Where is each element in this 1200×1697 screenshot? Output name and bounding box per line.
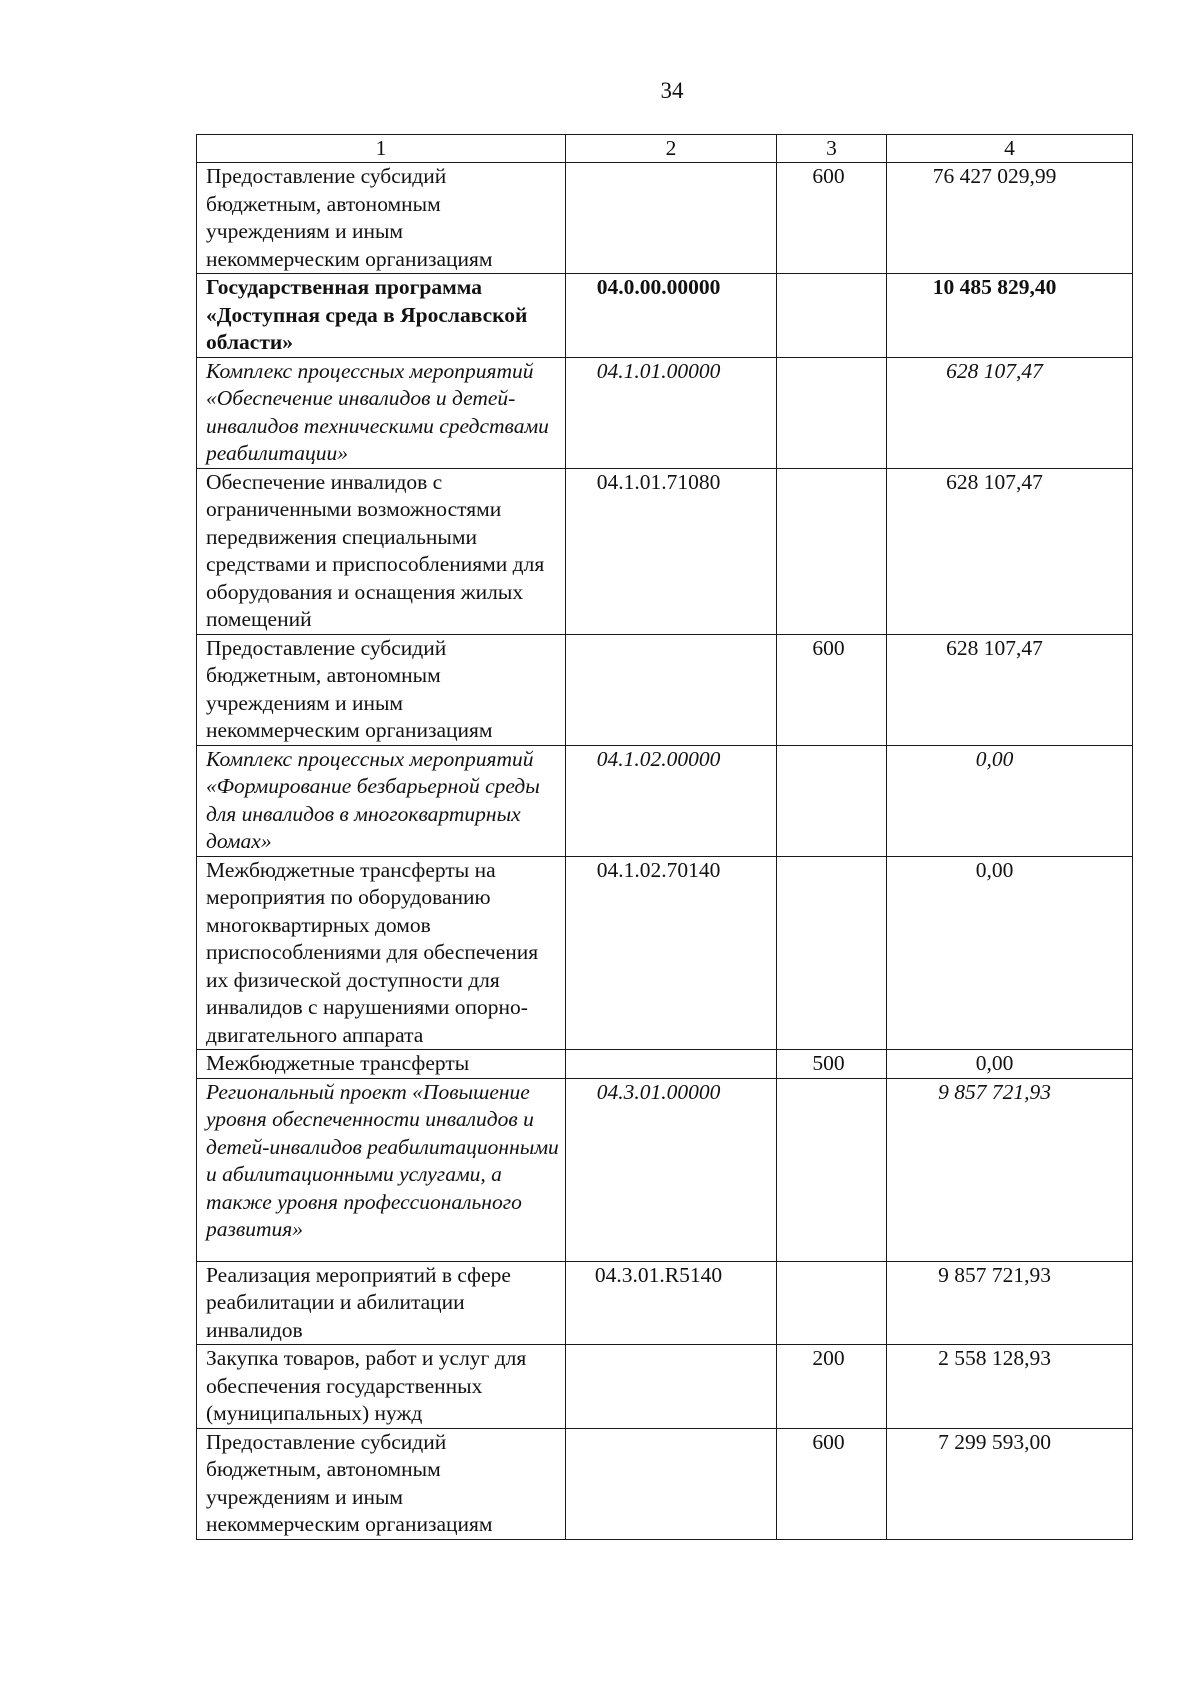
row-code-cell [566, 1050, 777, 1079]
row-code-cell [566, 1428, 777, 1539]
table-row [197, 163, 1133, 274]
table-row [197, 856, 1133, 1050]
row-name-cell: Государственная программа «Доступная среда в Ярославской области» [197, 274, 566, 358]
row-type-cell [777, 1078, 887, 1261]
row-name-cell: Обеспечение инвалидов с ограниченными возможностями передвижения специальными средствами и приспособлениями для оборудования и оснащения жилых помещений [197, 468, 566, 634]
page-number: 34 [660, 78, 684, 103]
row-name-cell: Предоставление субсидий бюджетным, автономным учреждениям и иным некоммерческим организациям [197, 634, 566, 745]
row-sum-cell: 7 299 593,00 [887, 1428, 1133, 1539]
row-sum-cell: 10 485 829,40 [887, 274, 1133, 358]
row-type-cell: 600 [777, 634, 887, 745]
row-name-cell: Предоставление субсидий бюджетным, автономным учреждениям и иным некоммерческим организациям [197, 163, 566, 274]
table-row [197, 1078, 1133, 1261]
row-name-cell: Региональный проект «Повышение уровня обеспеченности инвалидов и детей-инвалидов реабилитационными и абилитационными услугами, а также уровня профессионального развития» [197, 1078, 566, 1261]
header-cell-2: 2 [566, 135, 777, 163]
row-sum-cell: 9 857 721,93 [887, 1261, 1133, 1345]
row-code-cell: 04.1.01.71080 [566, 468, 777, 634]
row-type-cell: 200 [777, 1345, 887, 1429]
row-type-cell [777, 856, 887, 1050]
budget-table [196, 134, 1133, 1540]
row-name-cell: Межбюджетные трансферты на мероприятия по оборудованию многоквартирных домов приспособлениями для обеспечения их физической доступности для инвалидов с нарушениями опорно-двигательного аппарата [197, 856, 566, 1050]
row-name-cell: Комплекс процессных мероприятий «Формирование безбарьерной среды для инвалидов в многоквартирных домах» [197, 745, 566, 856]
row-code-cell [566, 634, 777, 745]
row-sum-cell: 628 107,47 [887, 357, 1133, 468]
row-type-cell [777, 274, 887, 358]
row-type-cell [777, 1261, 887, 1345]
row-sum-cell: 0,00 [887, 745, 1133, 856]
row-name-cell: Реализация мероприятий в сфере реабилитации и абилитации инвалидов [197, 1261, 566, 1345]
row-type-cell: 600 [777, 1428, 887, 1539]
table-header-row [197, 135, 1133, 163]
row-code-cell: 04.3.01.R5140 [566, 1261, 777, 1345]
row-code-cell: 04.1.01.00000 [566, 357, 777, 468]
header-cell-3: 3 [777, 135, 887, 163]
row-name-cell: Комплекс процессных мероприятий «Обеспечение инвалидов и детей-инвалидов техническими средствами реабилитации» [197, 357, 566, 468]
row-code-cell [566, 163, 777, 274]
row-type-cell [777, 745, 887, 856]
row-sum-cell: 0,00 [887, 1050, 1133, 1079]
row-code-cell: 04.0.00.00000 [566, 274, 777, 358]
table-body [197, 135, 1133, 1540]
row-code-cell [566, 1345, 777, 1429]
row-name-cell: Предоставление субсидий бюджетным, автономным учреждениям и иным некоммерческим организациям [197, 1428, 566, 1539]
table-row [197, 1050, 1133, 1079]
row-sum-cell: 0,00 [887, 856, 1133, 1050]
row-code-cell: 04.1.02.00000 [566, 745, 777, 856]
row-code-cell: 04.3.01.00000 [566, 1078, 777, 1261]
header-cell-1: 1 [197, 135, 566, 163]
row-name-cell: Закупка товаров, работ и услуг для обеспечения государственных (муниципальных) нужд [197, 1345, 566, 1429]
table-row [197, 274, 1133, 358]
row-type-cell: 600 [777, 163, 887, 274]
table-row [197, 1261, 1133, 1345]
row-sum-cell: 2 558 128,93 [887, 1345, 1133, 1429]
row-code-cell: 04.1.02.70140 [566, 856, 777, 1050]
row-type-cell: 500 [777, 1050, 887, 1079]
table-row [197, 1345, 1133, 1429]
header-cell-4: 4 [887, 135, 1133, 163]
row-sum-cell: 76 427 029,99 [887, 163, 1133, 274]
table-row [197, 468, 1133, 634]
table-row [197, 745, 1133, 856]
row-type-cell [777, 468, 887, 634]
row-sum-cell: 628 107,47 [887, 634, 1133, 745]
table-row [197, 1428, 1133, 1539]
table-row [197, 634, 1133, 745]
row-sum-cell: 628 107,47 [887, 468, 1133, 634]
row-type-cell [777, 357, 887, 468]
row-sum-cell: 9 857 721,93 [887, 1078, 1133, 1261]
row-name-cell: Межбюджетные трансферты [197, 1050, 566, 1079]
table-row [197, 357, 1133, 468]
